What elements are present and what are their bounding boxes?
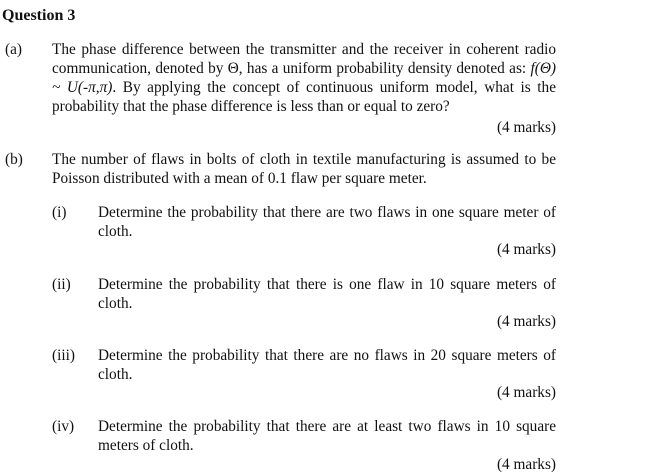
part-b-iii-text: Determine the probability that there are no flaws in 20 square meters of cloth. bbox=[98, 347, 556, 383]
part-b-i-marks: (4 marks) bbox=[496, 241, 556, 258]
part-b-iii-marks: (4 marks) bbox=[496, 384, 556, 401]
part-b-iv-text: Determine the probability that there are at least two flaws in 10 square meters of cloth. bbox=[98, 418, 556, 454]
part-a-text-end: . By applying the concept of continuous uniform model, what is the probability that the phase difference is less than or equal to zero? bbox=[52, 79, 556, 115]
part-b-iv-label: (iv) bbox=[52, 418, 75, 435]
part-b-ii-label: (ii) bbox=[52, 276, 71, 293]
part-b-ii-marks: (4 marks) bbox=[496, 313, 556, 330]
part-a-formula: f(Θ) ~ U(-π,π) bbox=[52, 60, 556, 96]
part-b-iv-marks: (4 marks) bbox=[496, 456, 556, 472]
part-a-text bbox=[52, 40, 556, 116]
part-a-marks: (4 marks) bbox=[496, 119, 556, 136]
part-b-i-label: (i) bbox=[52, 204, 67, 221]
part-b-label: (b) bbox=[5, 151, 23, 168]
part-b-ii-text: Determine the probability that there is one flaw in 10 square meters of cloth. bbox=[98, 276, 556, 312]
part-a-label: (a) bbox=[5, 41, 22, 58]
part-b-text: The number of flaws in bolts of cloth in textile manufacturing is assumed to be Poisson distributed with a mean of 0.1 flaw per square meter. bbox=[52, 151, 556, 187]
part-b-i-text: Determine the probability that there are two flaws in one square meter of cloth. bbox=[98, 204, 556, 240]
question-title: Question 3 bbox=[2, 7, 76, 24]
part-b-iii-label: (iii) bbox=[52, 347, 75, 364]
part-a-text-start: The phase difference between the transmitter and the receiver in coherent radio communication, denoted by Θ, has a uniform probability density denoted as: bbox=[52, 41, 556, 77]
